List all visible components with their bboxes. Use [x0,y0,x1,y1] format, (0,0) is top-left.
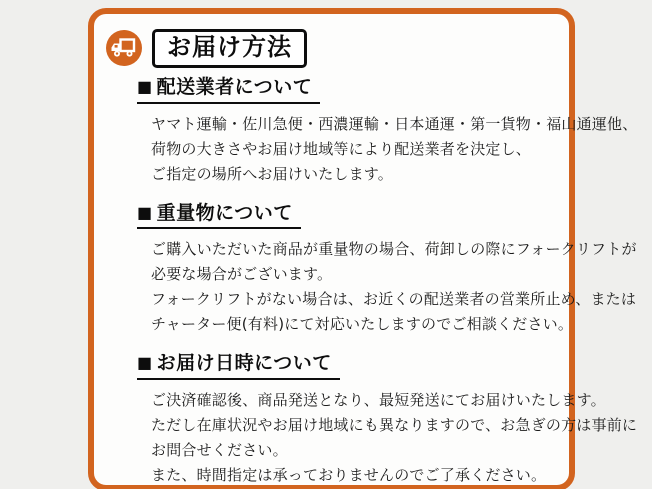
square-bullet-icon: ■ [137,76,153,96]
section-carriers-heading [137,76,320,104]
section-carriers-body [151,112,638,187]
body-line: ご決済確認後、商品発送となり、最短発送にてお届けいたします。 [151,391,606,410]
body-line: フォークリフトがない場合は、お近くの配送業者の営業所止め、または [151,290,637,309]
section-delivery-schedule-heading [137,352,340,380]
section-heavy-items-heading [137,202,301,230]
body-line: お問合せください。 [151,441,288,460]
square-bullet-icon: ■ [137,202,153,222]
body-line: チャーター便(有料)にて対応いたしますのでご相談ください。 [151,315,574,334]
section-heavy-items [137,187,637,338]
section-heavy-items-body [151,237,637,337]
section-carriers [137,75,638,187]
section-delivery-schedule [137,337,638,488]
section-heading-label: お届け日時について [156,352,332,375]
delivery-info-panel [88,8,638,489]
square-bullet-icon: ■ [137,353,153,373]
section-heading-label: 配送業者について [156,75,313,98]
sections-container [137,75,638,488]
panel-header [106,29,569,68]
section-heading-label: 重量物について [156,201,293,224]
section-delivery-schedule-body [151,388,638,488]
body-line: ただし在庫状況やお届け地域にも異なりますので、お急ぎの方は事前に [151,416,638,435]
body-line: ご指定の場所へお届けいたします。 [151,164,394,183]
body-line: 必要な場合がございます。 [151,265,333,284]
body-line: ご購入いただいた商品が重量物の場合、荷卸しの際にフォークリフトが [151,240,637,259]
body-line: ヤマト運輸・佐川急便・西濃運輸・日本通運・第一貨物・福山通運他、 [151,114,638,133]
body-line: また、時間指定は承っておりませんのでご了承ください。 [151,466,547,485]
body-line: 荷物の大きさやお届け地域等により配送業者を決定し、 [151,139,532,158]
truck-icon [106,30,142,66]
page-title: お届け方法 [152,29,307,68]
